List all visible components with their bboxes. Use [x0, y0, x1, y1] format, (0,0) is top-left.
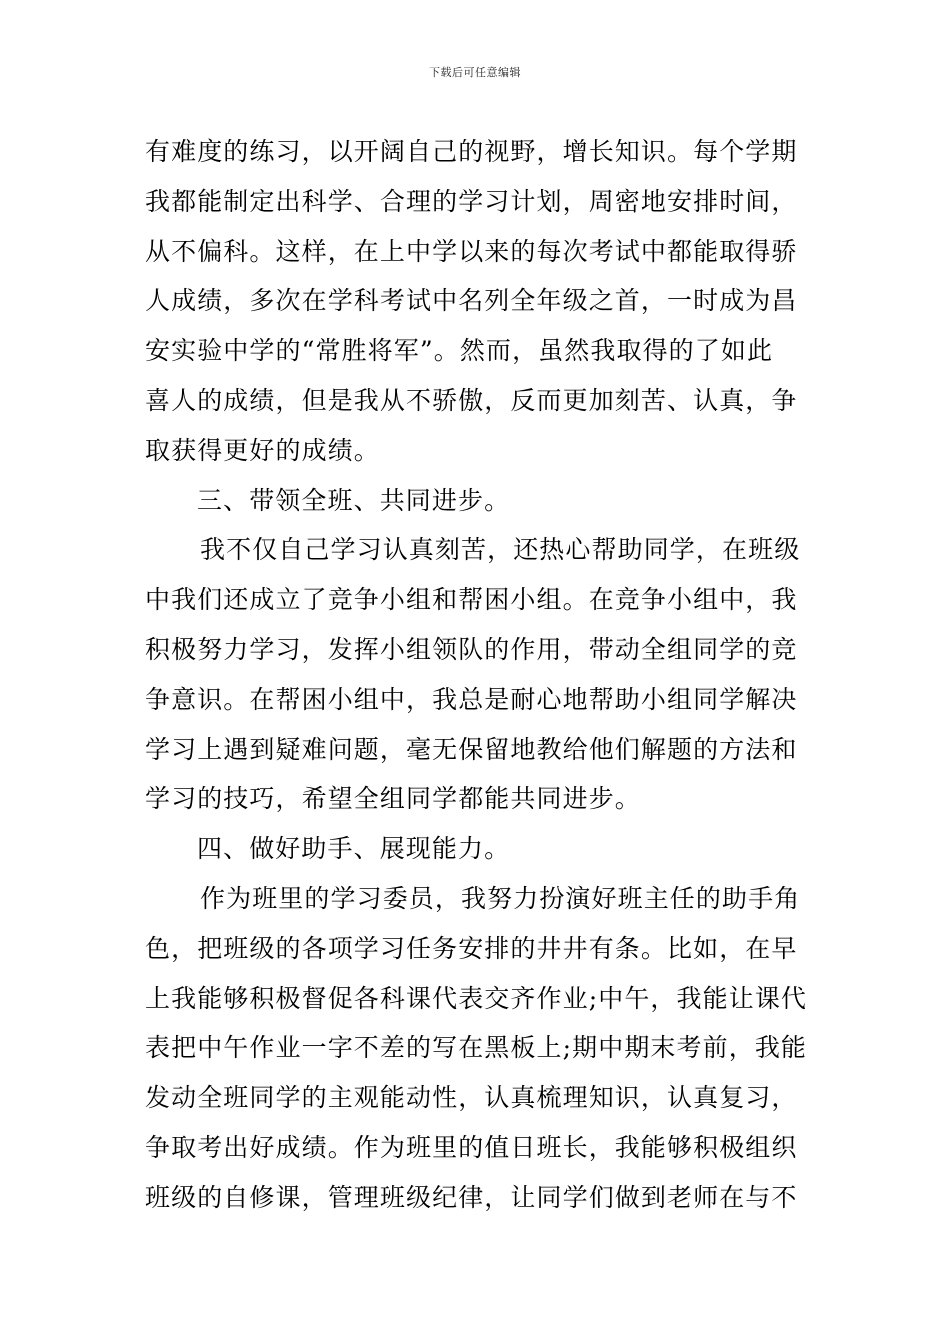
text-line: 有难度的练习，以开阔自己的视野，增长知识。每个学期: [145, 137, 798, 166]
text-line: 我不仅自己学习认真刻苦，还热心帮助同学，在班级: [200, 535, 801, 565]
text-line: 人成绩，多次在学科考试中名列全年级之首，一时成为昌: [145, 286, 798, 316]
text-line: 从不偏科。这样，在上中学以来的每次考试中都能取得骄: [145, 236, 798, 266]
text-line: 取获得更好的成绩。: [145, 435, 380, 465]
text-line: 班级的自修课，管理班级纪律，让同学们做到老师在与不: [145, 1182, 798, 1212]
section-heading: 四、做好助手、展现能力。: [197, 834, 511, 864]
page-header: 下载后可任意编辑: [429, 66, 521, 79]
section-heading: 三、带领全班、共同进步。: [197, 485, 511, 515]
text-line: 发动全班同学的主观能动性，认真梳理知识，认真复习，: [145, 1083, 798, 1113]
text-line: 安实验中学的“常胜将军”。然而，虽然我取得的了如此: [145, 336, 774, 366]
text-line: 中我们还成立了竞争小组和帮困小组。在竞争小组中，我: [145, 585, 798, 615]
text-line: 表把中午作业一字不差的写在黑板上;期中期末考前，我能: [145, 1033, 808, 1063]
text-line: 争取考出好成绩。作为班里的值日班长，我能够积极组织: [145, 1132, 798, 1162]
text-line: 上我能够积极督促各科课代表交齐作业;中午，我能让课代: [145, 983, 808, 1013]
text-line: 喜人的成绩，但是我从不骄傲，反而更加刻苦、认真，争: [145, 385, 798, 415]
text-line: 色，把班级的各项学习任务安排的井井有条。比如，在早: [145, 933, 798, 963]
document-body: [145, 127, 809, 1223]
text-line: 我都能制定出科学、合理的学习计划，周密地安排时间，: [145, 186, 798, 216]
text-line: 争意识。在帮困小组中，我总是耐心地帮助小组同学解决: [145, 684, 798, 714]
text-line: 作为班里的学习委员，我努力扮演好班主任的助手角: [200, 883, 801, 913]
text-line: 学习上遇到疑难问题，毫无保留地教给他们解题的方法和: [145, 734, 798, 764]
text-line: 学习的技巧，希望全组同学都能共同进步。: [145, 784, 641, 814]
text-line: 积极努力学习，发挥小组领队的作用，带动全组同学的竞: [145, 634, 798, 664]
